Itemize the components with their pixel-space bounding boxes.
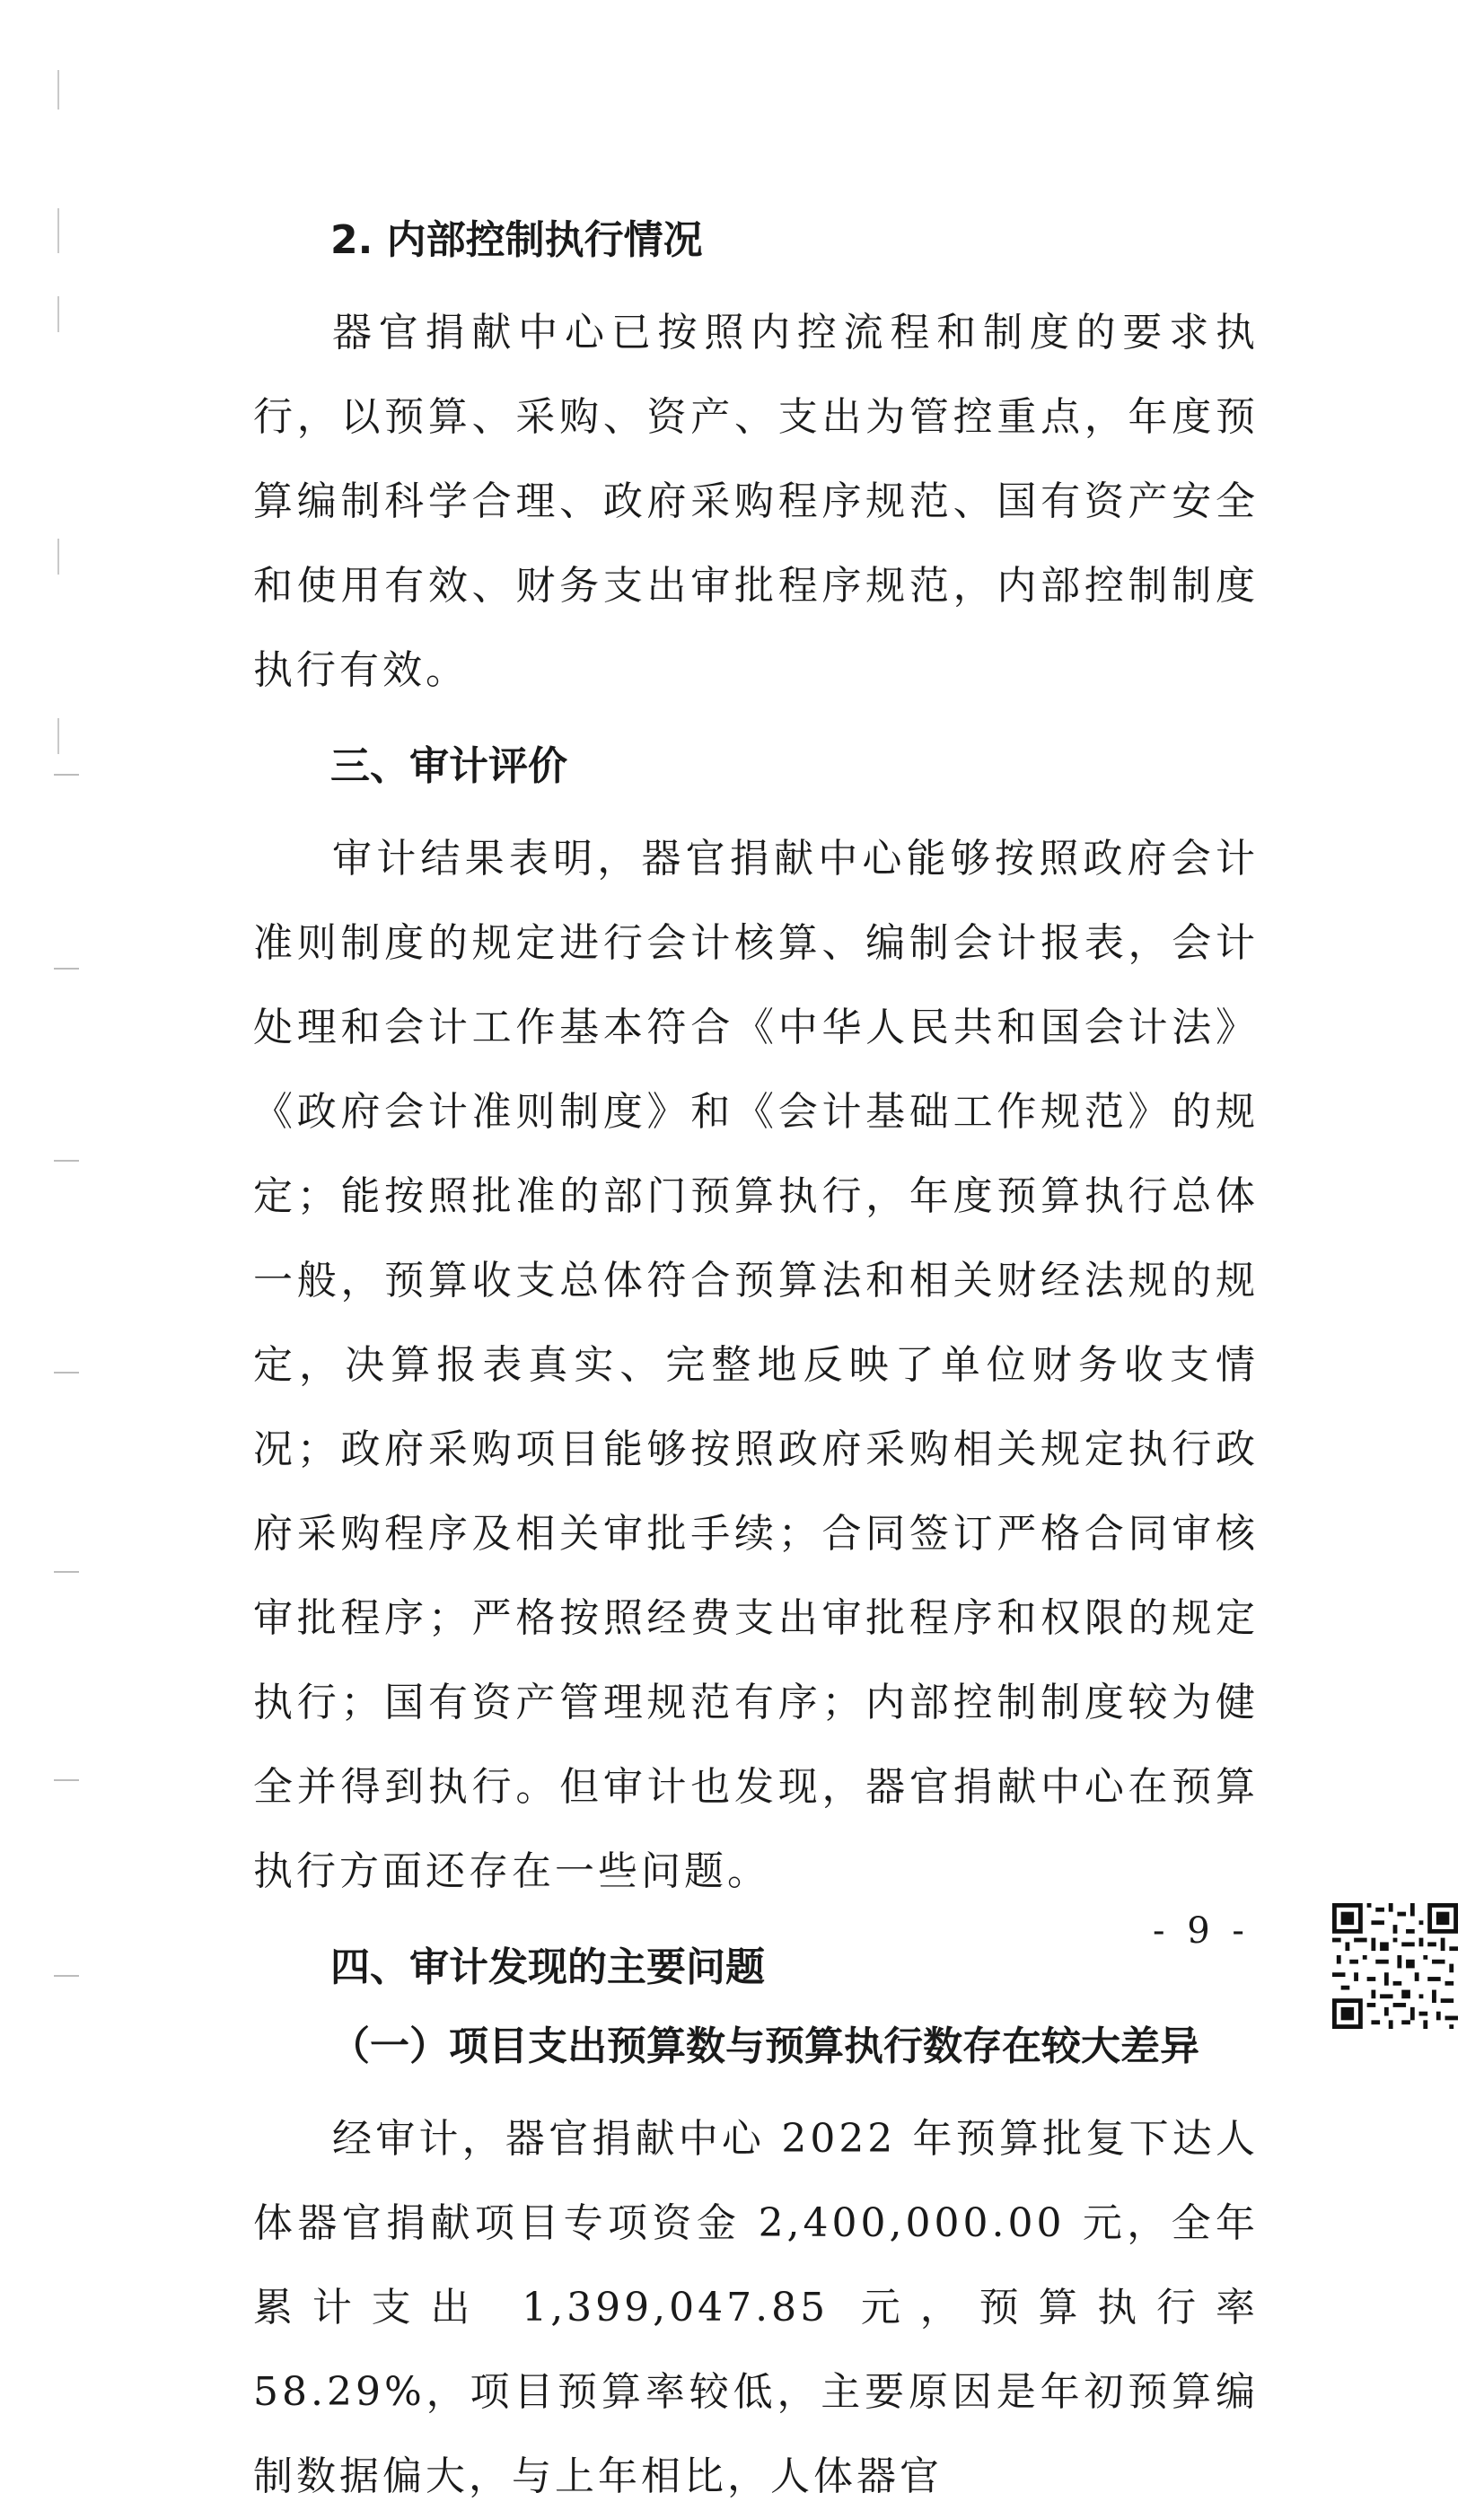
binding-mark [54, 1372, 79, 1374]
binding-mark [54, 968, 79, 970]
binding-mark [54, 774, 79, 776]
binding-mark [54, 1975, 79, 1977]
section-heading: 2. 内部控制执行情况 [330, 217, 703, 263]
paragraph: 器官捐献中心已按照内控流程和制度的要求执行，以预算、采购、资产、支出为管控重点，年度预算编制科学合理、政府采购程序规范、国有资产安全和使用有效、财务支出审批程序规范，内部控制制度执行有效。 [253, 310, 1259, 693]
paragraph: 审计结果表明，器官捐献中心能够按照政府会计准则制度的规定进行会计核算、编制会计报表，会计处理和会计工作基本符合《中华人民共和国会计法》《政府会计准则制度》和《会计基础工作规范》的规定；能按照批准的部门预算执行，年度预算执行总体一般，预算收支总体符合预算法和相关财经法规的规定，决算报表真实、完整地反映了单位财务收支情况；政府采购项目能够按照政府采购相关规定执行政府采购程序及相关审批手续；合同签订严格合同审核审批程序；严格按照经费支出审批程序和权限的规定执行；国有资产管理规范有序；内部控制制度较为健全并得到执行。但审计也发现，器官捐献中心在预算执行方面还存在一些问题。 [253, 836, 1259, 1894]
binding-mark [54, 1160, 79, 1162]
section-heading: 四、审计发现的主要问题 [330, 1944, 765, 1990]
binding-mark [57, 296, 59, 332]
qr-code-icon [1332, 1903, 1458, 2029]
binding-mark [54, 1779, 79, 1781]
paragraph: 经审计，器官捐献中心 2022 年预算批复下达人体器官捐献项目专项资金 2,400,000.00 元，全年累计支出 1,399,047.85 元，预算执行率 58.29%，项目预算率较低，主要原因是年初预算编制数据偏大，与上年相比，人体器官 [253, 2116, 1259, 2499]
binding-mark [57, 718, 59, 754]
binding-mark [57, 70, 59, 110]
subsection-heading: （一）项目支出预算数与预算执行数存在较大差异 [330, 2023, 1199, 2069]
binding-mark [54, 1571, 79, 1573]
binding-mark [57, 539, 59, 575]
binding-mark [57, 208, 59, 253]
page-number: - 9 - [1153, 1910, 1250, 1952]
section-heading: 三、审计评价 [330, 743, 567, 789]
document-body [253, 212, 1259, 2519]
